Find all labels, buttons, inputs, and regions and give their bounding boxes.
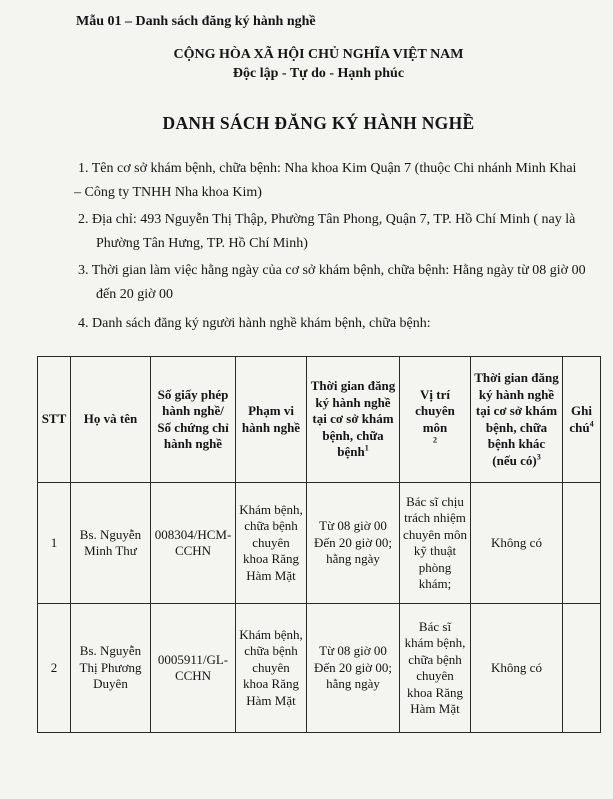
header-stt: STT bbox=[38, 357, 71, 483]
header-scope: Phạm vi hành nghề bbox=[236, 357, 307, 483]
cell-stt: 1 bbox=[38, 483, 71, 604]
cell-scope: Khám bệnh, chữa bệnh chuyên khoa Răng Hàm Mặt bbox=[236, 604, 307, 733]
address-line1: 2. Địa chỉ: 493 Nguyễn Thị Thập, Phường Tân Phong, Quận 7, TP. Hồ Chí Minh ( nay là bbox=[78, 212, 576, 227]
header-name: Họ và tên bbox=[71, 357, 151, 483]
cell-position: Bác sĩ chịu trách nhiệm chuyên môn kỹ thuật phòng khám; bbox=[400, 483, 471, 604]
table-row bbox=[38, 604, 601, 733]
national-motto: Độc lập - Tự do - Hạnh phúc bbox=[232, 66, 405, 81]
table-header-row bbox=[38, 357, 601, 483]
cell-name: Bs. Nguyễn Minh Thư bbox=[71, 483, 151, 604]
header-time-other: Thời gian đăng ký hành nghề tại cơ sở khám bệnh, chữa bệnh khác (nếu có)$^3$ bbox=[471, 357, 563, 483]
practitioner-list-intro: 4. Danh sách đăng ký người hành nghề khám bệnh, chữa bệnh: bbox=[78, 316, 431, 331]
national-header: CỘNG HÒA XÃ HỘI CHỦ NGHĨA VIỆT NAM bbox=[173, 47, 464, 62]
facility-name-line2: – Công ty TNHH Nha khoa Kim) bbox=[74, 185, 262, 200]
table-row bbox=[38, 483, 601, 604]
cell-license: 008304/HCM-CCHN bbox=[151, 483, 236, 604]
cell-note bbox=[563, 604, 601, 733]
header-time-registered: Thời gian đăng ký hành nghề tại cơ sở khám bệnh, chữa bệnh$^1$ bbox=[307, 357, 400, 483]
header-position: Vị trí chuyên môn $^2$ bbox=[400, 357, 471, 483]
form-number: Mẫu 01 – Danh sách đăng ký hành nghề bbox=[76, 14, 316, 29]
cell-time-other: Không có bbox=[471, 483, 563, 604]
header-note: Ghi chú$^4$ bbox=[563, 357, 601, 483]
cell-stt: 2 bbox=[38, 604, 71, 733]
cell-scope: Khám bệnh, chữa bệnh chuyên khoa Răng Hàm Mặt bbox=[236, 483, 307, 604]
facility-name-line1: 1. Tên cơ sở khám bệnh, chữa bệnh: Nha khoa Kim Quận 7 (thuộc Chi nhánh Minh Khai bbox=[78, 161, 577, 176]
cell-time-registered: Từ 08 giờ 00 Đến 20 giờ 00; hằng ngày bbox=[307, 483, 400, 604]
practitioner-table bbox=[37, 356, 601, 733]
header-license: Số giấy phép hành nghề/ Số chứng chỉ hành nghề bbox=[151, 357, 236, 483]
cell-name: Bs. Nguyễn Thị Phương Duyên bbox=[71, 604, 151, 733]
working-hours-line1: 3. Thời gian làm việc hằng ngày của cơ sở khám bệnh, chữa bệnh: Hằng ngày từ 08 giờ 00 bbox=[78, 263, 586, 278]
cell-time-registered: Từ 08 giờ 00 Đến 20 giờ 00; hằng ngày bbox=[307, 604, 400, 733]
cell-position: Bác sĩ khám bệnh, chữa bệnh chuyên khoa Răng Hàm Mặt bbox=[400, 604, 471, 733]
document-title: DANH SÁCH ĐĂNG KÝ HÀNH NGHỀ bbox=[162, 113, 475, 133]
cell-time-other: Không có bbox=[471, 604, 563, 733]
cell-note bbox=[563, 483, 601, 604]
cell-license: 0005911/GL-CCHN bbox=[151, 604, 236, 733]
address-line2: Phường Tân Hưng, TP. Hồ Chí Minh) bbox=[96, 236, 308, 251]
working-hours-line2: đến 20 giờ 00 bbox=[96, 287, 174, 302]
